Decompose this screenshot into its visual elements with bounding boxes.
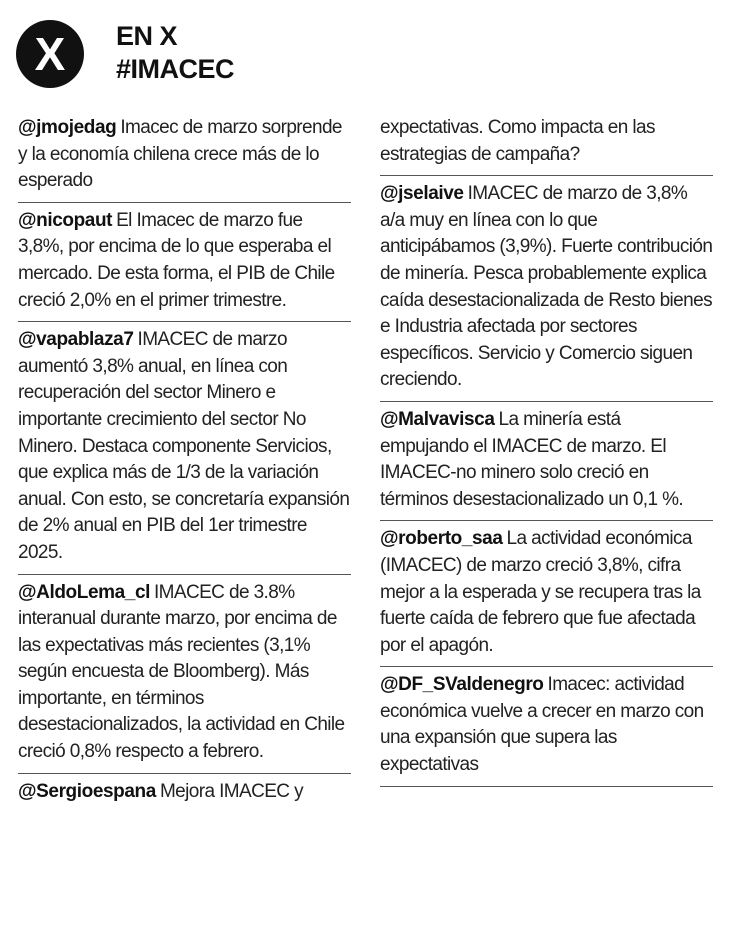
tweet-text: La minería está empujando el IMACEC de marzo. El IMACEC-no minero solo creció en términos desestacionalizado un 0,1 %. <box>380 408 684 510</box>
section-header <box>16 20 376 90</box>
section-title-line1: EN X <box>116 21 178 51</box>
tweet-text: IMACEC de marzo aumentó 3,8% anual, en línea con recuperación del sector Minero e importante crecimiento del sector No Minero. Destaca componente Servicios, que explica más de 1/3 de la variación anual. Con esto, se concretaría expansión de 2% anual en PIB del 1er trimestre 2025. <box>18 329 350 563</box>
tweet-handle: @vapablaza7 <box>18 329 134 351</box>
section-title <box>116 20 234 86</box>
tweet-item <box>380 521 713 667</box>
tweet-handle: @jmojedag <box>18 117 117 138</box>
tweet-text: La actividad económica (IMACEC) de marzo creció 3,8%, cifra mejor a la esperada y se recupera tras la fuerte caída de febrero que fue afectada por el apagón. <box>380 528 701 656</box>
right-column <box>380 107 713 787</box>
tweet-handle: @Sergioespana <box>18 780 156 802</box>
tweet-text: Imacec: actividad económica vuelve a crecer en marzo con una expansión que supera las expectativas <box>380 674 704 776</box>
x-logo-icon <box>16 20 84 88</box>
tweet-handle: @AldoLema_cl <box>18 581 150 603</box>
tweet-text: expectativas. Como impacta en las estrategias de campaña? <box>380 117 655 165</box>
tweet-handle: @Malvavisca <box>380 408 495 430</box>
tweet-continuation <box>380 107 713 176</box>
tweet-item <box>380 176 713 402</box>
tweet-handle: @nicopaut <box>18 209 113 231</box>
tweet-item <box>18 575 351 774</box>
tweet-handle: @DF_SValdenegro <box>380 674 544 696</box>
tweet-text: IMACEC de 3.8% interanual durante marzo, por encima de las expectativas más recientes (3,1% según encuesta de Bloomberg). Más importante, en términos desestacionalizados, la actividad en Chile creció 0,8% respecto a febrero. <box>18 581 345 763</box>
tweet-item <box>380 402 713 521</box>
tweet-handle: @jselaive <box>380 183 464 205</box>
tweet-item <box>18 203 351 322</box>
tweet-item <box>18 107 351 203</box>
section-title-hashtag: #IMACEC <box>116 54 235 84</box>
tweet-text: Mejora IMACEC y <box>159 780 303 802</box>
tweet-text: IMACEC de marzo de 3,8% a/a muy en línea con lo que anticipábamos (3,9%). Fuerte contribución de minería. Pesca probablemente explica caída desestacionalizada de Resto bienes e Industria afectada por sectores específicos. Servicio y Comercio siguen creciendo. <box>380 183 713 391</box>
tweet-item <box>18 322 351 574</box>
x-logo-letter: X <box>34 28 66 80</box>
tweet-text: El Imacec de marzo fue 3,8%, por encima de lo que esperaba el mercado. De esta forma, el PIB de Chile creció 2,0% en el primer trimestre. <box>18 209 335 311</box>
tweet-item <box>380 667 713 786</box>
tweet-handle: @roberto_saa <box>380 528 503 550</box>
tweet-item <box>18 774 351 813</box>
tweet-text: Imacec de marzo sorprende y la economía chilena crece más de lo esperado <box>18 117 342 192</box>
left-column <box>18 107 351 812</box>
